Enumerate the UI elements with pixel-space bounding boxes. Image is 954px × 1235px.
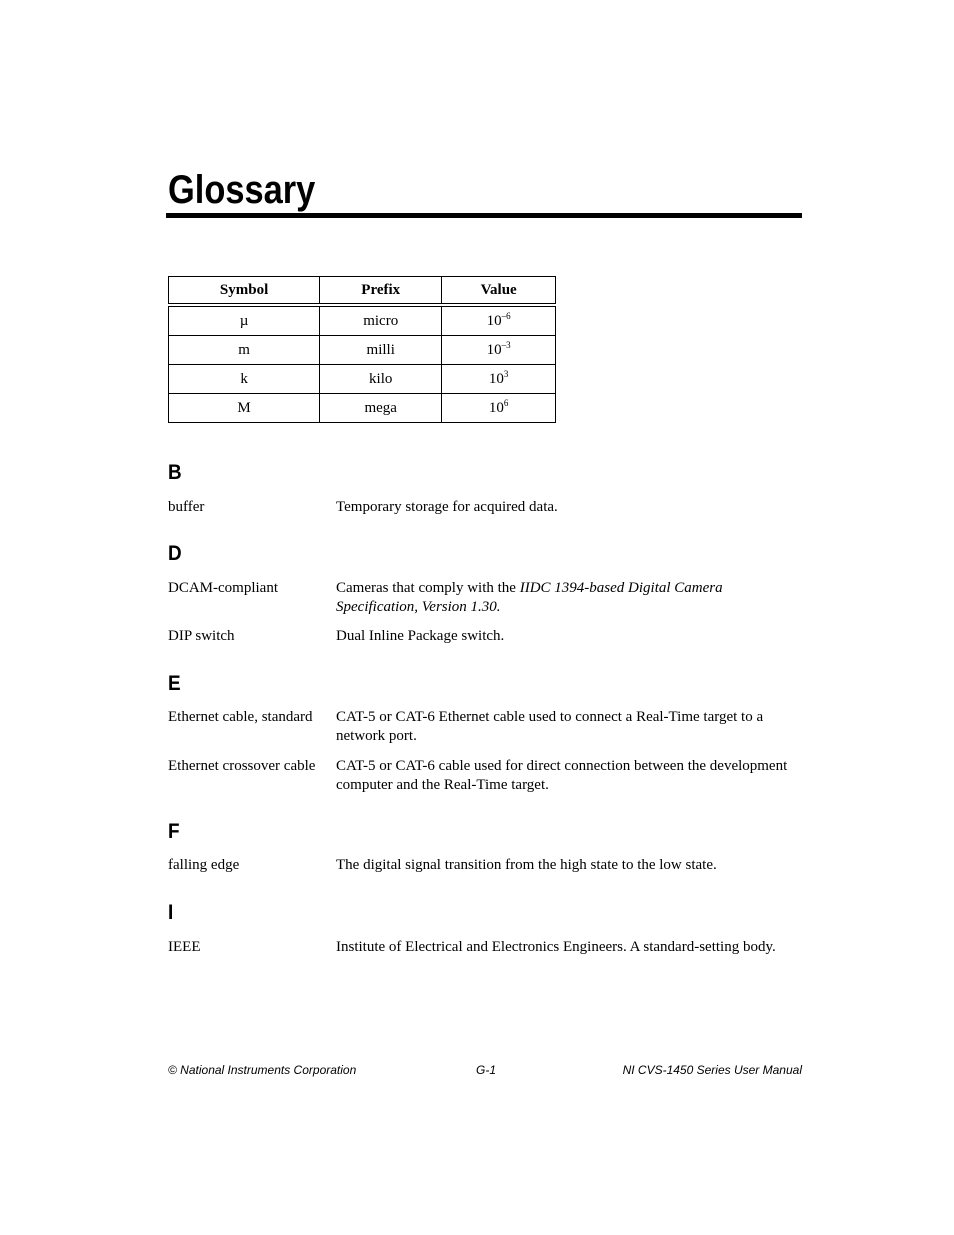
value-base: 10 [486, 341, 502, 358]
symbol-cell: k [169, 365, 320, 394]
glossary-definition: Institute of Electrical and Electronics Engineers. A standard-setting body. [336, 939, 776, 955]
value-exponent: –3 [501, 339, 511, 350]
glossary-definition: Temporary storage for acquired data. [336, 499, 558, 515]
column-header-symbol: Symbol [169, 277, 320, 306]
table-header-row [169, 277, 556, 306]
value-base: 10 [486, 312, 502, 329]
value-base: 10 [488, 399, 504, 416]
definition-italic-text: IIDC 1394-based Digital Camera Specification, Version 1.30. [336, 580, 723, 615]
glossary-definition: Dual Inline Package switch. [336, 628, 505, 644]
section-letter-e: E [168, 672, 181, 695]
symbol-cell: µ [169, 305, 320, 336]
prefix-cell: milli [320, 336, 442, 365]
section-letter-b: B [168, 461, 182, 484]
glossary-definition: CAT-5 or CAT-6 Ethernet cable used to connect a Real-Time target to a network port. [336, 709, 764, 744]
title-rule [166, 213, 802, 218]
glossary-term: Ethernet cable, standard [168, 709, 313, 725]
value-exponent: –6 [501, 310, 511, 321]
value-exponent: 6 [503, 397, 509, 408]
footer-page-number: G-1 [476, 1063, 497, 1077]
table-row [169, 394, 556, 423]
column-header-prefix: Prefix [320, 277, 442, 306]
glossary-term: falling edge [168, 857, 240, 873]
table-row [169, 336, 556, 365]
table-row [169, 365, 556, 394]
prefix-table [168, 276, 556, 423]
column-header-value: Value [442, 277, 556, 306]
section-letter-f: F [168, 820, 180, 843]
value-cell [442, 336, 556, 365]
value-cell [442, 305, 556, 336]
page-title: Glossary [168, 168, 316, 212]
glossary-term: IEEE [168, 939, 201, 955]
value-exponent: 3 [503, 368, 509, 379]
value-cell [442, 365, 556, 394]
definition-text: Cameras that comply with the [336, 580, 520, 596]
footer-copyright: © National Instruments Corporation [168, 1063, 357, 1077]
symbol-cell: M [169, 394, 320, 423]
glossary-term: buffer [168, 499, 205, 515]
glossary-term: DCAM-compliant [168, 580, 278, 596]
section-letter-i: I [168, 901, 174, 924]
glossary-definition: CAT-5 or CAT-6 cable used for direct connection between the development computer and the Real-Time target. [336, 758, 788, 793]
prefix-cell: micro [320, 305, 442, 336]
footer-manual-title: NI CVS-1450 Series User Manual [622, 1063, 802, 1077]
glossary-term: Ethernet crossover cable [168, 758, 316, 774]
value-base: 10 [488, 370, 504, 387]
prefix-cell: kilo [320, 365, 442, 394]
table-row [169, 305, 556, 336]
symbol-cell: m [169, 336, 320, 365]
glossary-definition [336, 579, 806, 617]
glossary-definition: The digital signal transition from the high state to the low state. [336, 857, 717, 873]
glossary-term: DIP switch [168, 628, 235, 644]
section-letter-d: D [168, 542, 182, 565]
value-cell [442, 394, 556, 423]
prefix-cell: mega [320, 394, 442, 423]
